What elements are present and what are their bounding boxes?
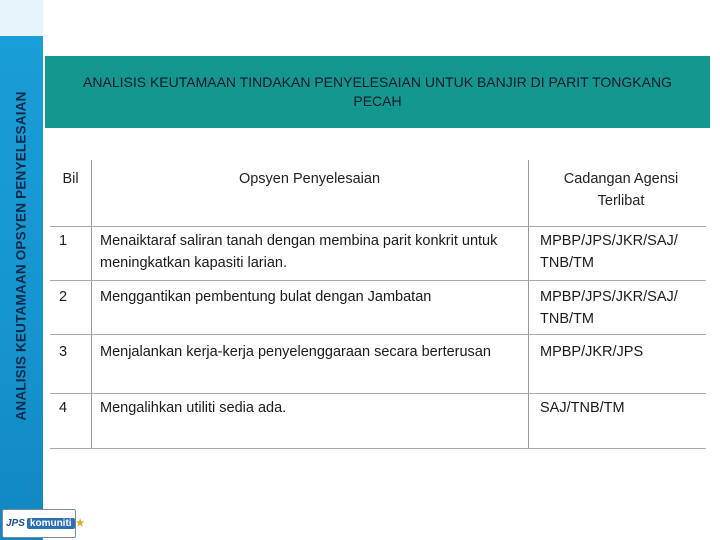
jps-komuniti-logo <box>2 509 85 538</box>
sidebar-title: ANALISIS KEUTAMAAN OPSYEN PENYELESAIAN <box>13 91 29 421</box>
row-4-opsyen: Mengalihkan utiliti sedia ada. <box>100 400 287 416</box>
row-1-agensi: MPBP/JPS/JKR/SAJ/ TNB/TM <box>540 233 678 271</box>
row-divider <box>50 280 706 281</box>
title-banner <box>45 56 710 128</box>
row-divider <box>50 448 706 449</box>
row-3-opsyen: Menjalankan kerja-kerja penyelenggaraan secara berterusan <box>100 344 491 360</box>
logo-komuniti-text: komuniti <box>27 518 75 529</box>
row-2-agensi: MPBP/JPS/JKR/SAJ/ TNB/TM <box>540 289 678 327</box>
row-3-agensi: MPBP/JKR/JPS <box>540 344 644 360</box>
column-divider <box>91 160 92 449</box>
row-1-bil: 1 <box>59 233 68 249</box>
sidebar-top-block <box>0 0 43 36</box>
header-opsyen: Opsyen Penyelesaian <box>238 171 381 187</box>
row-2-bil: 2 <box>59 289 68 305</box>
row-1-opsyen: Menaiktaraf saliran tanah dengan membina parit konkrit untuk meningkatkan kapasiti larian. <box>100 233 498 271</box>
logo-star-icon: ★ <box>75 518 85 529</box>
slide-title: ANALISIS KEUTAMAAN TINDAKAN PENYELESAIAN UNTUK BANJIR DI PARIT TONGKANG PECAH <box>83 74 672 109</box>
row-divider <box>50 334 706 335</box>
row-3-bil: 3 <box>59 344 68 360</box>
row-4-bil: 4 <box>59 400 68 416</box>
row-4-agensi: SAJ/TNB/TM <box>540 400 625 416</box>
solutions-table <box>50 160 706 449</box>
logo-jps-text: JPS <box>6 518 25 529</box>
sidebar <box>0 0 43 540</box>
column-divider <box>528 160 529 449</box>
row-divider <box>50 226 706 227</box>
header-bil: Bil <box>62 171 79 187</box>
header-agensi: Cadangan Agensi Terlibat <box>563 171 679 209</box>
row-2-opsyen: Menggantikan pembentung bulat dengan Jambatan <box>100 289 432 305</box>
row-divider <box>50 393 706 394</box>
